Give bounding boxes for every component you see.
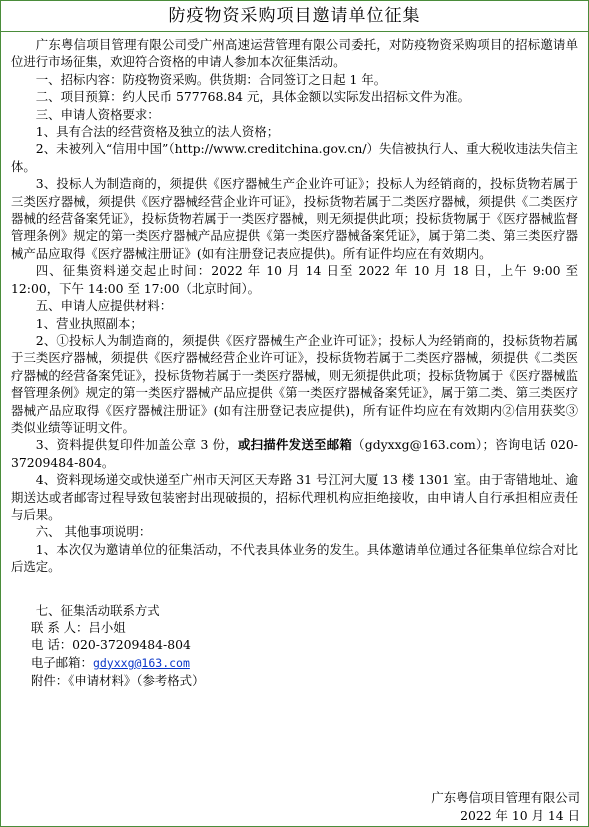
contact-phone: 电 话：020-37209484-804	[31, 637, 191, 653]
signature-block	[431, 789, 580, 824]
spacer	[11, 576, 578, 602]
signature-date: 2022 年 10 月 14 日	[460, 807, 580, 823]
section-5-item-3-contact: （gdyxxg@163.com）；咨询电话 020-37209484-804。	[11, 437, 578, 470]
section-5-item-1: 1、营业执照副本；	[35, 315, 143, 331]
section-5-item-2: 2、①投标人为制造商的，须提供《医疗器械生产企业许可证》；投标人为经销商的，投标货物若属于三类医疗器械，须提供《医疗器械经营企业许可证》，投标货物若属于二类医疗器械，须提供《二类医疗器械的经营备案凭证》，投标货物若属于一类医疗器械，则无须提供此项；投标货物属于《医疗器械监督管理条例》规定的第一类医疗器械产品应提供《第一类医疗器械备案凭证》，属于第二类、第三类医疗器械产品应取得《医疗器械注册证》(如有注册登记表应提供)，所有证件均应在有效期内②信用获奖③类似业绩等证明文件。	[11, 332, 578, 435]
contact-block	[11, 619, 578, 690]
contact-email-row	[31, 654, 578, 672]
section-6-item-1: 1、本次仅为邀请单位的征集活动，不代表具体业务的发生。具体邀请单位通过各征集单位综合对比后选定。	[11, 541, 578, 575]
section-6-heading: 六、 其他事项说明：	[35, 524, 152, 540]
attachment-line: 附件：《申请材料》（参考格式）	[31, 673, 205, 689]
section-3-heading: 三、申请人资格要求：	[35, 106, 160, 122]
section-3-item-1: 1、具有合法的经营资格及独立的法人资格；	[35, 124, 280, 140]
contact-person: 联 系 人：吕小姐	[31, 620, 126, 635]
section-7-heading: 七、征集活动联系方式	[35, 602, 160, 618]
email-instruction: 或扫描件发送至邮箱	[237, 437, 353, 453]
section-1: 一、招标内容：防疫物资采购。供货期：合同签订之日起 1 年。	[35, 71, 387, 87]
section-3-item-2: 2、未被列入“信用中国”（http://www.creditchina.gov.cn/）失信被执行人、重大税收违法失信主体。	[11, 141, 578, 174]
section-5-heading: 五、申请人应提供材料：	[35, 298, 173, 314]
intro-paragraph: 广东粤信项目管理有限公司受广州高速运营管理有限公司委托，对防疫物资采购项目的招标邀请单位进行市场征集，欢迎符合资格的申请人参加本次征集活动。	[11, 37, 578, 70]
section-5-item-4: 4、资料现场递交或快递至广州市天河区天寿路 31 号江河大厦 13 楼 1301 室。由于寄错地址、逾期送达或者邮寄过程导致包装密封出现破损的，招标代理机构应拒绝接收，由申请人自行承担相应责任与后果。	[11, 472, 578, 522]
signature-org: 广东粤信项目管理有限公司	[431, 790, 580, 806]
section-5-item-3	[11, 436, 578, 471]
notice-body	[1, 32, 588, 690]
page-title: 防疫物资采购项目邀请单位征集	[1, 1, 588, 32]
contact-email-label: 电子邮箱：	[31, 654, 93, 670]
section-3-item-3: 3、投标人为制造商的，须提供《医疗器械生产企业许可证》；投标人为经销商的，投标货物若属于三类医疗器械，须提供《医疗器械经营企业许可证》，投标货物若属于二类医疗器械，须提供《二类医疗器械的经营备案凭证》，投标货物若属于一类医疗器械，则无须提供此项；投标货物属于《医疗器械监督管理条例》规定的第一类医疗器械产品应提供《第一类医疗器械备案凭证》，属于第二类、第三类医疗器械产品应取得《医疗器械注册证》(如有注册登记表应提供)。所有证件均应在有效期内。	[11, 176, 578, 261]
section-5-item-3-text: 3、资料提供复印件加盖公章 3 份，	[35, 437, 238, 453]
section-4: 四、征集资料递交起止时间：2022 年 10 月 14 日至 2022 年 10 月 18 日，上午 9:00 至 12:00，下午 14:00 至 17:00（北京时间）。	[11, 263, 578, 296]
contact-email-link[interactable]: gdyxxg@163.com	[92, 655, 190, 670]
section-2: 二、项目预算：约人民币 577768.84 元，具体金额以实际发出招标文件为准。	[35, 89, 471, 105]
